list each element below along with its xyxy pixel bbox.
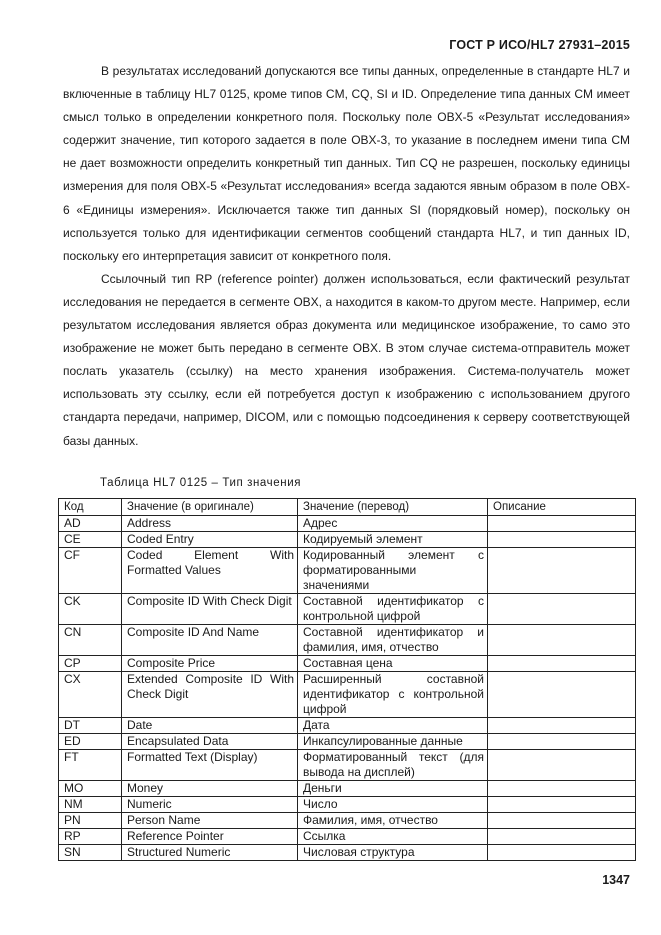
column-header-translation: Значение (перевод) [298,499,488,516]
table-row [59,532,636,548]
table-row [59,656,636,672]
cell-translation: Расширенный составной идентификатор с контрольной цифрой [298,672,488,718]
cell-description [488,625,636,656]
cell-description [488,813,636,829]
column-header-code: Код [59,499,122,516]
cell-description [488,532,636,548]
cell-translation: Дата [298,718,488,734]
cell-description [488,672,636,718]
table-row [59,718,636,734]
cell-description [488,656,636,672]
table-caption: Таблица HL7 0125 – Тип значения [100,477,302,489]
cell-code: PN [59,813,122,829]
cell-original: Address [122,516,298,532]
paragraph-reference-pointer: Ссылочный тип RP (reference pointer) должен использоваться, если фактический результат исследования не передается в сегменте OBX, а находится в каком-то другом месте. Например, если результатом исследования является образ документа или медицинское изображение, то само это изображение не может быть передано в сегменте OBX. В этом случае система-отправитель может послать указатель (ссылку) на место хранения изображения. Система-получатель может использовать эту ссылку, если ей потребуется доступ к изображению с использованием другого стандарта передачи, например, DICOM, или с помощью подсоединения к серверу соответствующей базы данных. [63,271,630,448]
cell-original: Money [122,781,298,797]
cell-code: RP [59,829,122,845]
table-row [59,594,636,625]
cell-description [488,845,636,861]
cell-code: DT [59,718,122,734]
cell-description [488,734,636,750]
cell-original: Structured Numeric [122,845,298,861]
cell-original: Formatted Text (Display) [122,750,298,781]
paragraph-data-types: В результатах исследований допускаются все типы данных, определенные в стандарте HL7 и включенные в таблицу HL7 0125, кроме типов CM, CQ, SI и ID. Определение типа данных CM имеет смысл только в определении конкретного поля. Поскольку поле OBX-5 «Результат исследования» содержит значение, тип которого задается в поле OBX-3, то указание в последнем имени типа CM не дает возможности определить конкретный тип данных. Тип CQ не разрешен, поскольку единицы измерения для поля OBX-5 «Результат исследования» всегда задаются явным образом в поле OBX-6 «Единицы измерения». Исключается также тип данных SI (порядковый номер), поскольку он используется только для идентификации сегментов сообщений стандарта HL7, и тип данных ID, поскольку его интерпретация зависит от конкретного поля. [63,64,630,263]
cell-translation: Деньги [298,781,488,797]
cell-description [488,797,636,813]
cell-description [488,781,636,797]
cell-code: CX [59,672,122,718]
table-body [59,516,636,861]
table-row [59,781,636,797]
table-row [59,625,636,656]
table-row [59,672,636,718]
cell-translation: Составная цена [298,656,488,672]
table-row [59,829,636,845]
table-row [59,845,636,861]
page-number: 1347 [602,873,630,887]
cell-code: FT [59,750,122,781]
value-type-table [58,498,636,861]
table-header-row [59,499,636,516]
cell-description [488,516,636,532]
cell-code: ED [59,734,122,750]
cell-original: Coded Element With Formatted Values [122,548,298,594]
cell-translation: Кодированный элемент с форматированными значениями [298,548,488,594]
cell-description [488,594,636,625]
cell-code: CN [59,625,122,656]
cell-original: Composite ID With Check Digit [122,594,298,625]
cell-code: MO [59,781,122,797]
table-row [59,516,636,532]
column-header-description: Описание [488,499,636,516]
body-text [63,60,630,453]
cell-translation: Составной идентификатор и фамилия, имя, отчество [298,625,488,656]
cell-code: CP [59,656,122,672]
cell-translation: Форматированный текст (для вывода на дисплей) [298,750,488,781]
cell-description [488,548,636,594]
cell-original: Person Name [122,813,298,829]
table-row [59,750,636,781]
cell-translation: Инкапсулированные данные [298,734,488,750]
cell-description [488,829,636,845]
cell-translation: Фамилия, имя, отчество [298,813,488,829]
cell-translation: Адрес [298,516,488,532]
cell-original: Date [122,718,298,734]
cell-original: Encapsulated Data [122,734,298,750]
cell-translation: Ссылка [298,829,488,845]
cell-code: NM [59,797,122,813]
document-header: ГОСТ Р ИСО/HL7 27931–2015 [449,38,630,52]
table-row [59,797,636,813]
cell-translation: Составной идентификатор с контрольной цифрой [298,594,488,625]
cell-original: Extended Composite ID With Check Digit [122,672,298,718]
cell-description [488,718,636,734]
table-row [59,548,636,594]
cell-code: CK [59,594,122,625]
cell-code: CE [59,532,122,548]
cell-original: Reference Pointer [122,829,298,845]
table-row [59,734,636,750]
table-row [59,813,636,829]
cell-original: Numeric [122,797,298,813]
cell-translation: Числовая структура [298,845,488,861]
column-header-original: Значение (в оригинале) [122,499,298,516]
cell-code: AD [59,516,122,532]
cell-translation: Число [298,797,488,813]
cell-code: SN [59,845,122,861]
cell-translation: Кодируемый элемент [298,532,488,548]
cell-original: Composite Price [122,656,298,672]
cell-original: Coded Entry [122,532,298,548]
cell-code: CF [59,548,122,594]
cell-original: Composite ID And Name [122,625,298,656]
cell-description [488,750,636,781]
